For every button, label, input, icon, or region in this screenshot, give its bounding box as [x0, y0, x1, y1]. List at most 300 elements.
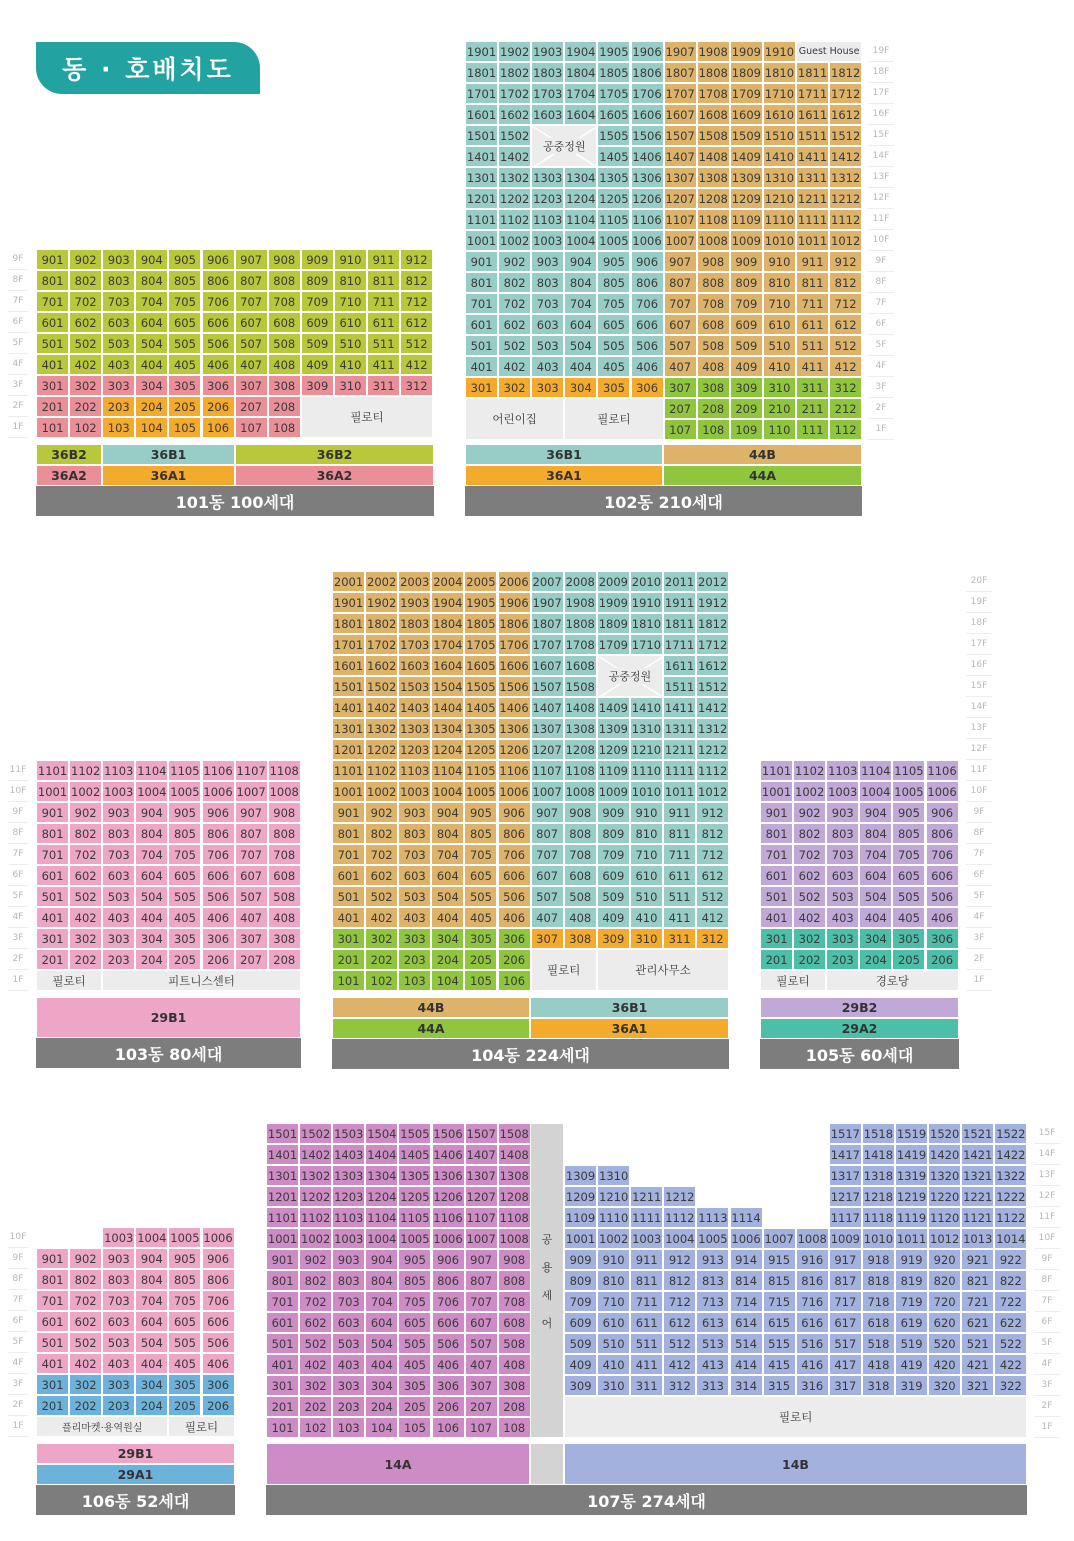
unit-cell: 504	[564, 335, 597, 356]
unit-cell: 1610	[763, 104, 796, 125]
unit-cell: 208	[498, 1396, 531, 1417]
unit-cell: 506	[631, 335, 664, 356]
unit-cell: 208	[697, 398, 730, 419]
unit-cell: 905	[597, 251, 630, 272]
unit-cell: 818	[862, 1270, 895, 1291]
unit-cell: 1703	[398, 634, 431, 655]
unit-cell: 508	[498, 1333, 531, 1354]
unit-cell: 912	[400, 249, 433, 270]
unit-cell: 701	[332, 844, 365, 865]
unit-cell: 709	[564, 1291, 597, 1312]
unit-cell: 1807	[664, 62, 697, 83]
unit-cell: 803	[102, 270, 135, 291]
unit-cell: 1405	[597, 146, 630, 167]
unit-cell: 106	[498, 970, 531, 991]
floor-label: 6F	[8, 312, 28, 333]
unit-cell: 312	[400, 375, 433, 396]
floor-label: 9F	[8, 1248, 28, 1269]
sky-garden-label: 공중정원	[608, 670, 652, 683]
unit-cell: 1405	[464, 697, 497, 718]
unit-cell: 1907	[664, 41, 697, 62]
unit-cell: 819	[895, 1270, 928, 1291]
unit-cell: 901	[36, 1248, 69, 1269]
unit-cell: 1611	[663, 655, 696, 676]
unit-cell: 712	[829, 293, 862, 314]
unit-cell: 711	[796, 293, 829, 314]
unit-cell: 602	[69, 865, 102, 886]
unit-cell: 902	[793, 802, 826, 823]
unit-type-bar: 36B2	[36, 444, 102, 465]
unit-cell: 906	[202, 802, 235, 823]
unit-cell: 509	[301, 333, 334, 354]
unit-cell: 1221	[961, 1186, 994, 1207]
unit-cell: 1310	[597, 1165, 630, 1186]
unit-cell: 1404	[365, 1144, 398, 1165]
unit-cell: 1317	[829, 1165, 862, 1186]
unit-cell: 719	[895, 1291, 928, 1312]
unit-cell: 307	[531, 928, 564, 949]
unit-cell: 1111	[663, 760, 696, 781]
unit-cell: 506	[498, 886, 531, 907]
unit-cell: 504	[135, 1332, 168, 1353]
unit-cell: 201	[36, 396, 69, 417]
unit-cell: 505	[168, 333, 201, 354]
unit-cell: 422	[994, 1354, 1027, 1375]
unit-cell: 602	[299, 1312, 332, 1333]
unit-cell: 1910	[630, 592, 663, 613]
unit-cell: 1008	[268, 781, 301, 802]
unit-cell: 1004	[431, 781, 464, 802]
unit-cell: 1302	[365, 718, 398, 739]
floor-label: 3F	[868, 377, 894, 398]
unit-cell: 202	[69, 396, 102, 417]
unit-cell: 606	[202, 865, 235, 886]
unit-cell: 206	[202, 949, 235, 970]
unit-cell: 1106	[926, 760, 959, 781]
unit-cell: 205	[168, 1395, 201, 1416]
unit-cell: 506	[202, 333, 235, 354]
unit-cell: 1907	[531, 592, 564, 613]
unit-cell: 407	[235, 354, 268, 375]
unit-cell: 703	[332, 1291, 365, 1312]
unit-cell: 1709	[730, 83, 763, 104]
unit-cell: 305	[398, 1375, 431, 1396]
unit-cell: 511	[367, 333, 400, 354]
unit-cell: 208	[268, 949, 301, 970]
unit-cell: 1507	[531, 676, 564, 697]
unit-cell: 410	[334, 354, 367, 375]
building-footer: 102동 210세대	[465, 486, 862, 516]
unit-cell: 1606	[631, 104, 664, 125]
unit-cell: 1014	[994, 1228, 1027, 1249]
unit-cell: 904	[135, 249, 168, 270]
unit-cell: 1910	[763, 41, 796, 62]
unit-cell: 610	[334, 312, 367, 333]
unit-cell: 1607	[664, 104, 697, 125]
unit-cell: 311	[663, 928, 696, 949]
floor-label: 7F	[8, 844, 28, 865]
unit-cell: 1107	[235, 760, 268, 781]
unit-cell: 1804	[564, 62, 597, 83]
unit-cell: 807	[531, 823, 564, 844]
unit-cell: 810	[334, 270, 367, 291]
unit-cell: 801	[332, 823, 365, 844]
unit-cell: 1203	[531, 188, 564, 209]
unit-cell: 722	[994, 1291, 1027, 1312]
unit-cell: 606	[202, 1311, 235, 1332]
unit-cell: 417	[829, 1354, 862, 1375]
unit-cell: 1105	[892, 760, 925, 781]
unit-cell: 501	[36, 333, 69, 354]
unit-cell: 408	[268, 907, 301, 928]
unit-cell: 401	[332, 907, 365, 928]
unit-cell: 510	[630, 886, 663, 907]
unit-cell: 802	[299, 1270, 332, 1291]
unit-cell: 1301	[465, 167, 498, 188]
unit-cell: 708	[268, 291, 301, 312]
unit-cell: 402	[365, 907, 398, 928]
unit-cell: 411	[796, 356, 829, 377]
unit-cell: 910	[630, 802, 663, 823]
unit-cell: 1204	[365, 1186, 398, 1207]
unit-cell: 922	[994, 1249, 1027, 1270]
unit-cell: 517	[829, 1333, 862, 1354]
unit-cell: 604	[859, 865, 892, 886]
unit-cell: 103	[102, 417, 135, 438]
unit-cell: 611	[630, 1312, 663, 1333]
floor-label: 18F	[966, 613, 992, 634]
unit-cell: 407	[465, 1354, 498, 1375]
unit-cell: 2008	[564, 571, 597, 592]
unit-cell: 1812	[696, 613, 729, 634]
unit-cell: 1102	[69, 760, 102, 781]
unit-cell: 1208	[697, 188, 730, 209]
unit-cell: 807	[465, 1270, 498, 1291]
unit-cell: 202	[793, 949, 826, 970]
unit-cell: 915	[763, 1249, 796, 1270]
unit-cell: 1010	[862, 1228, 895, 1249]
unit-cell: 1106	[498, 760, 531, 781]
unit-cell: 407	[531, 907, 564, 928]
unit-cell: 103	[332, 1417, 365, 1438]
unit-cell: 507	[531, 886, 564, 907]
unit-cell: 1212	[663, 1186, 696, 1207]
floor-label: 6F	[966, 865, 992, 886]
unit-cell: 502	[498, 335, 531, 356]
floor-label: 12F	[966, 739, 992, 760]
unit-cell: 601	[36, 1311, 69, 1332]
unit-cell: 1906	[498, 592, 531, 613]
floor-label: 19F	[868, 41, 894, 62]
unit-cell: 406	[202, 907, 235, 928]
unit-cell: 302	[793, 928, 826, 949]
unit-cell: 503	[102, 1332, 135, 1353]
unit-cell: 304	[365, 1375, 398, 1396]
unit-cell: 709	[301, 291, 334, 312]
unit-cell: 1002	[365, 781, 398, 802]
unit-cell: 612	[696, 865, 729, 886]
unit-cell: 603	[398, 865, 431, 886]
unit-cell: 702	[299, 1291, 332, 1312]
unit-cell: 1608	[564, 655, 597, 676]
unit-cell: 207	[235, 396, 268, 417]
unit-cell: 806	[498, 823, 531, 844]
unit-cell: 912	[663, 1249, 696, 1270]
unit-cell: 502	[793, 886, 826, 907]
facility-cell: 필로티	[760, 970, 826, 991]
unit-cell: 917	[829, 1249, 862, 1270]
floor-label: 4F	[8, 1353, 28, 1374]
unit-cell: 418	[862, 1354, 895, 1375]
unit-cell: 1006	[432, 1228, 465, 1249]
unit-cell: 2003	[398, 571, 431, 592]
unit-cell: 1501	[266, 1123, 299, 1144]
unit-cell: 1210	[630, 739, 663, 760]
unit-cell: 102	[365, 970, 398, 991]
unit-cell: 402	[498, 356, 531, 377]
unit-cell: 1608	[697, 104, 730, 125]
unit-cell: 804	[135, 1269, 168, 1290]
unit-cell: 1308	[498, 1165, 531, 1186]
unit-cell: 1301	[332, 718, 365, 739]
unit-cell: 810	[597, 1270, 630, 1291]
unit-cell: 1805	[464, 613, 497, 634]
unit-cell: 1002	[793, 781, 826, 802]
unit-cell: 511	[630, 1333, 663, 1354]
unit-cell: 508	[564, 886, 597, 907]
unit-cell: 1707	[531, 634, 564, 655]
unit-cell: 1801	[465, 62, 498, 83]
unit-cell: 204	[135, 396, 168, 417]
unit-cell: 1005	[696, 1228, 729, 1249]
unit-cell: 705	[168, 1290, 201, 1311]
unit-cell: 207	[235, 949, 268, 970]
unit-cell: 608	[498, 1312, 531, 1333]
unit-cell: 2002	[365, 571, 398, 592]
unit-cell: 710	[597, 1291, 630, 1312]
unit-cell: 1606	[498, 655, 531, 676]
page-title: 동 · 호배치도	[36, 42, 260, 94]
unit-type-bar: 29A1	[36, 1464, 235, 1485]
unit-cell: 707	[235, 291, 268, 312]
unit-cell: 702	[69, 844, 102, 865]
floor-label: 8F	[868, 272, 894, 293]
unit-cell: 811	[367, 270, 400, 291]
building-footer: 106동 52세대	[36, 1485, 235, 1515]
unit-cell: 320	[928, 1375, 961, 1396]
unit-cell: 2007	[531, 571, 564, 592]
unit-cell: 202	[299, 1396, 332, 1417]
floor-label: 5F	[1034, 1333, 1060, 1354]
unit-cell: 706	[498, 844, 531, 865]
unit-cell: 806	[202, 270, 235, 291]
unit-cell: 202	[365, 949, 398, 970]
unit-cell: 1904	[564, 41, 597, 62]
unit-cell: 902	[69, 802, 102, 823]
unit-cell: 504	[135, 886, 168, 907]
unit-cell: 1209	[564, 1186, 597, 1207]
unit-cell: 101	[266, 1417, 299, 1438]
floor-label: 8F	[1034, 1270, 1060, 1291]
unit-cell: 308	[697, 377, 730, 398]
unit-cell: 1303	[332, 1165, 365, 1186]
unit-cell: 620	[928, 1312, 961, 1333]
unit-cell: 310	[597, 1375, 630, 1396]
unit-cell: 604	[135, 312, 168, 333]
unit-cell: 701	[760, 844, 793, 865]
unit-cell: 1001	[36, 781, 69, 802]
unit-cell: 402	[793, 907, 826, 928]
unit-cell: 902	[299, 1249, 332, 1270]
unit-cell: 905	[168, 802, 201, 823]
floor-label: 7F	[1034, 1291, 1060, 1312]
unit-cell: 305	[464, 928, 497, 949]
unit-cell: 311	[367, 375, 400, 396]
unit-cell: 1010	[630, 781, 663, 802]
unit-cell: 907	[664, 251, 697, 272]
unit-cell: 410	[763, 356, 796, 377]
unit-cell: 1122	[994, 1207, 1027, 1228]
floor-label: 2F	[966, 949, 992, 970]
unit-cell: 301	[465, 377, 498, 398]
unit-cell: 904	[859, 802, 892, 823]
unit-cell: 105	[168, 417, 201, 438]
unit-cell: 1204	[431, 739, 464, 760]
unit-cell: 704	[859, 844, 892, 865]
unit-cell: 921	[961, 1249, 994, 1270]
unit-cell: 1402	[365, 697, 398, 718]
unit-cell: 911	[796, 251, 829, 272]
unit-cell: 1201	[332, 739, 365, 760]
unit-cell: 909	[597, 802, 630, 823]
unit-cell: 612	[829, 314, 862, 335]
unit-cell: 801	[465, 272, 498, 293]
unit-cell: 401	[36, 354, 69, 375]
floor-label: 14F	[1034, 1144, 1060, 1165]
unit-cell: 404	[135, 907, 168, 928]
floor-label: 2F	[8, 949, 28, 970]
unit-cell: 615	[763, 1312, 796, 1333]
unit-cell: 1401	[266, 1144, 299, 1165]
unit-cell: 1117	[829, 1207, 862, 1228]
unit-cell: 1603	[398, 655, 431, 676]
unit-cell: 805	[464, 823, 497, 844]
unit-cell: 619	[895, 1312, 928, 1333]
unit-cell: 510	[597, 1333, 630, 1354]
unit-cell: 309	[301, 375, 334, 396]
floor-label: 4F	[1034, 1354, 1060, 1375]
unit-cell: 1903	[398, 592, 431, 613]
unit-cell: 204	[431, 949, 464, 970]
unit-cell: 322	[994, 1375, 1027, 1396]
unit-cell: 1410	[630, 697, 663, 718]
unit-cell: 707	[235, 844, 268, 865]
unit-cell: 1801	[332, 613, 365, 634]
unit-cell: 709	[730, 293, 763, 314]
unit-cell: 1206	[432, 1186, 465, 1207]
unit-cell: 1304	[431, 718, 464, 739]
unit-cell: 1419	[895, 1144, 928, 1165]
unit-cell: 604	[365, 1312, 398, 1333]
unit-cell: 704	[431, 844, 464, 865]
unit-cell: 204	[135, 1395, 168, 1416]
unit-cell: 105	[464, 970, 497, 991]
unit-cell: 810	[630, 823, 663, 844]
floor-label: 2F	[8, 1395, 28, 1416]
unit-cell: 1509	[730, 125, 763, 146]
building-footer: 107동 274세대	[266, 1485, 1027, 1515]
unit-cell: 1004	[135, 781, 168, 802]
unit-cell: 807	[664, 272, 697, 293]
unit-cell: 504	[365, 1333, 398, 1354]
unit-cell: 1002	[498, 230, 531, 251]
unit-cell: 509	[597, 886, 630, 907]
unit-cell: 109	[730, 419, 763, 440]
unit-cell: 802	[69, 270, 102, 291]
unit-cell: 809	[564, 1270, 597, 1291]
unit-cell: 908	[498, 1249, 531, 1270]
unit-type-bar: 14B	[564, 1443, 1027, 1485]
floor-label: 4F	[8, 354, 28, 375]
unit-cell: 808	[268, 270, 301, 291]
unit-cell: 1411	[796, 146, 829, 167]
unit-cell: 404	[859, 907, 892, 928]
unit-cell: 1307	[531, 718, 564, 739]
unit-cell: 804	[135, 270, 168, 291]
unit-cell: 601	[332, 865, 365, 886]
unit-cell: 201	[760, 949, 793, 970]
floor-label: 14F	[868, 146, 894, 167]
unit-cell: 1409	[597, 697, 630, 718]
floor-label: 7F	[966, 844, 992, 865]
unit-type-bar: 36A1	[465, 465, 663, 486]
unit-cell: 205	[464, 949, 497, 970]
unit-cell: 1112	[663, 1207, 696, 1228]
unit-cell: 312	[663, 1375, 696, 1396]
unit-type-bar: 44B	[663, 444, 862, 465]
unit-cell: 505	[597, 335, 630, 356]
unit-cell: 1101	[266, 1207, 299, 1228]
unit-cell: 910	[763, 251, 796, 272]
unit-cell: 711	[663, 844, 696, 865]
floor-label: 17F	[966, 634, 992, 655]
building-footer: 105동 60세대	[760, 1039, 959, 1069]
unit-cell: 1110	[630, 760, 663, 781]
floor-label: 15F	[1034, 1123, 1060, 1144]
unit-cell: 519	[895, 1333, 928, 1354]
unit-cell: 710	[763, 293, 796, 314]
unit-cell: 1809	[730, 62, 763, 83]
unit-cell: 501	[465, 335, 498, 356]
unit-cell: 1106	[202, 760, 235, 781]
unit-cell: 1112	[829, 209, 862, 230]
unit-cell: 307	[235, 928, 268, 949]
unit-cell: 1501	[465, 125, 498, 146]
unit-cell: 816	[796, 1270, 829, 1291]
unit-cell: 606	[926, 865, 959, 886]
unit-cell: 503	[531, 335, 564, 356]
floor-label: 9F	[8, 249, 28, 270]
floor-label: 3F	[8, 375, 28, 396]
unit-cell: 1004	[135, 1227, 168, 1248]
unit-cell: 510	[763, 335, 796, 356]
unit-cell: 1320	[928, 1165, 961, 1186]
unit-cell: 301	[36, 1374, 69, 1395]
unit-cell: 912	[696, 802, 729, 823]
unit-type-bar: 29B1	[36, 997, 301, 1038]
unit-cell: 705	[464, 844, 497, 865]
unit-cell: 914	[730, 1249, 763, 1270]
